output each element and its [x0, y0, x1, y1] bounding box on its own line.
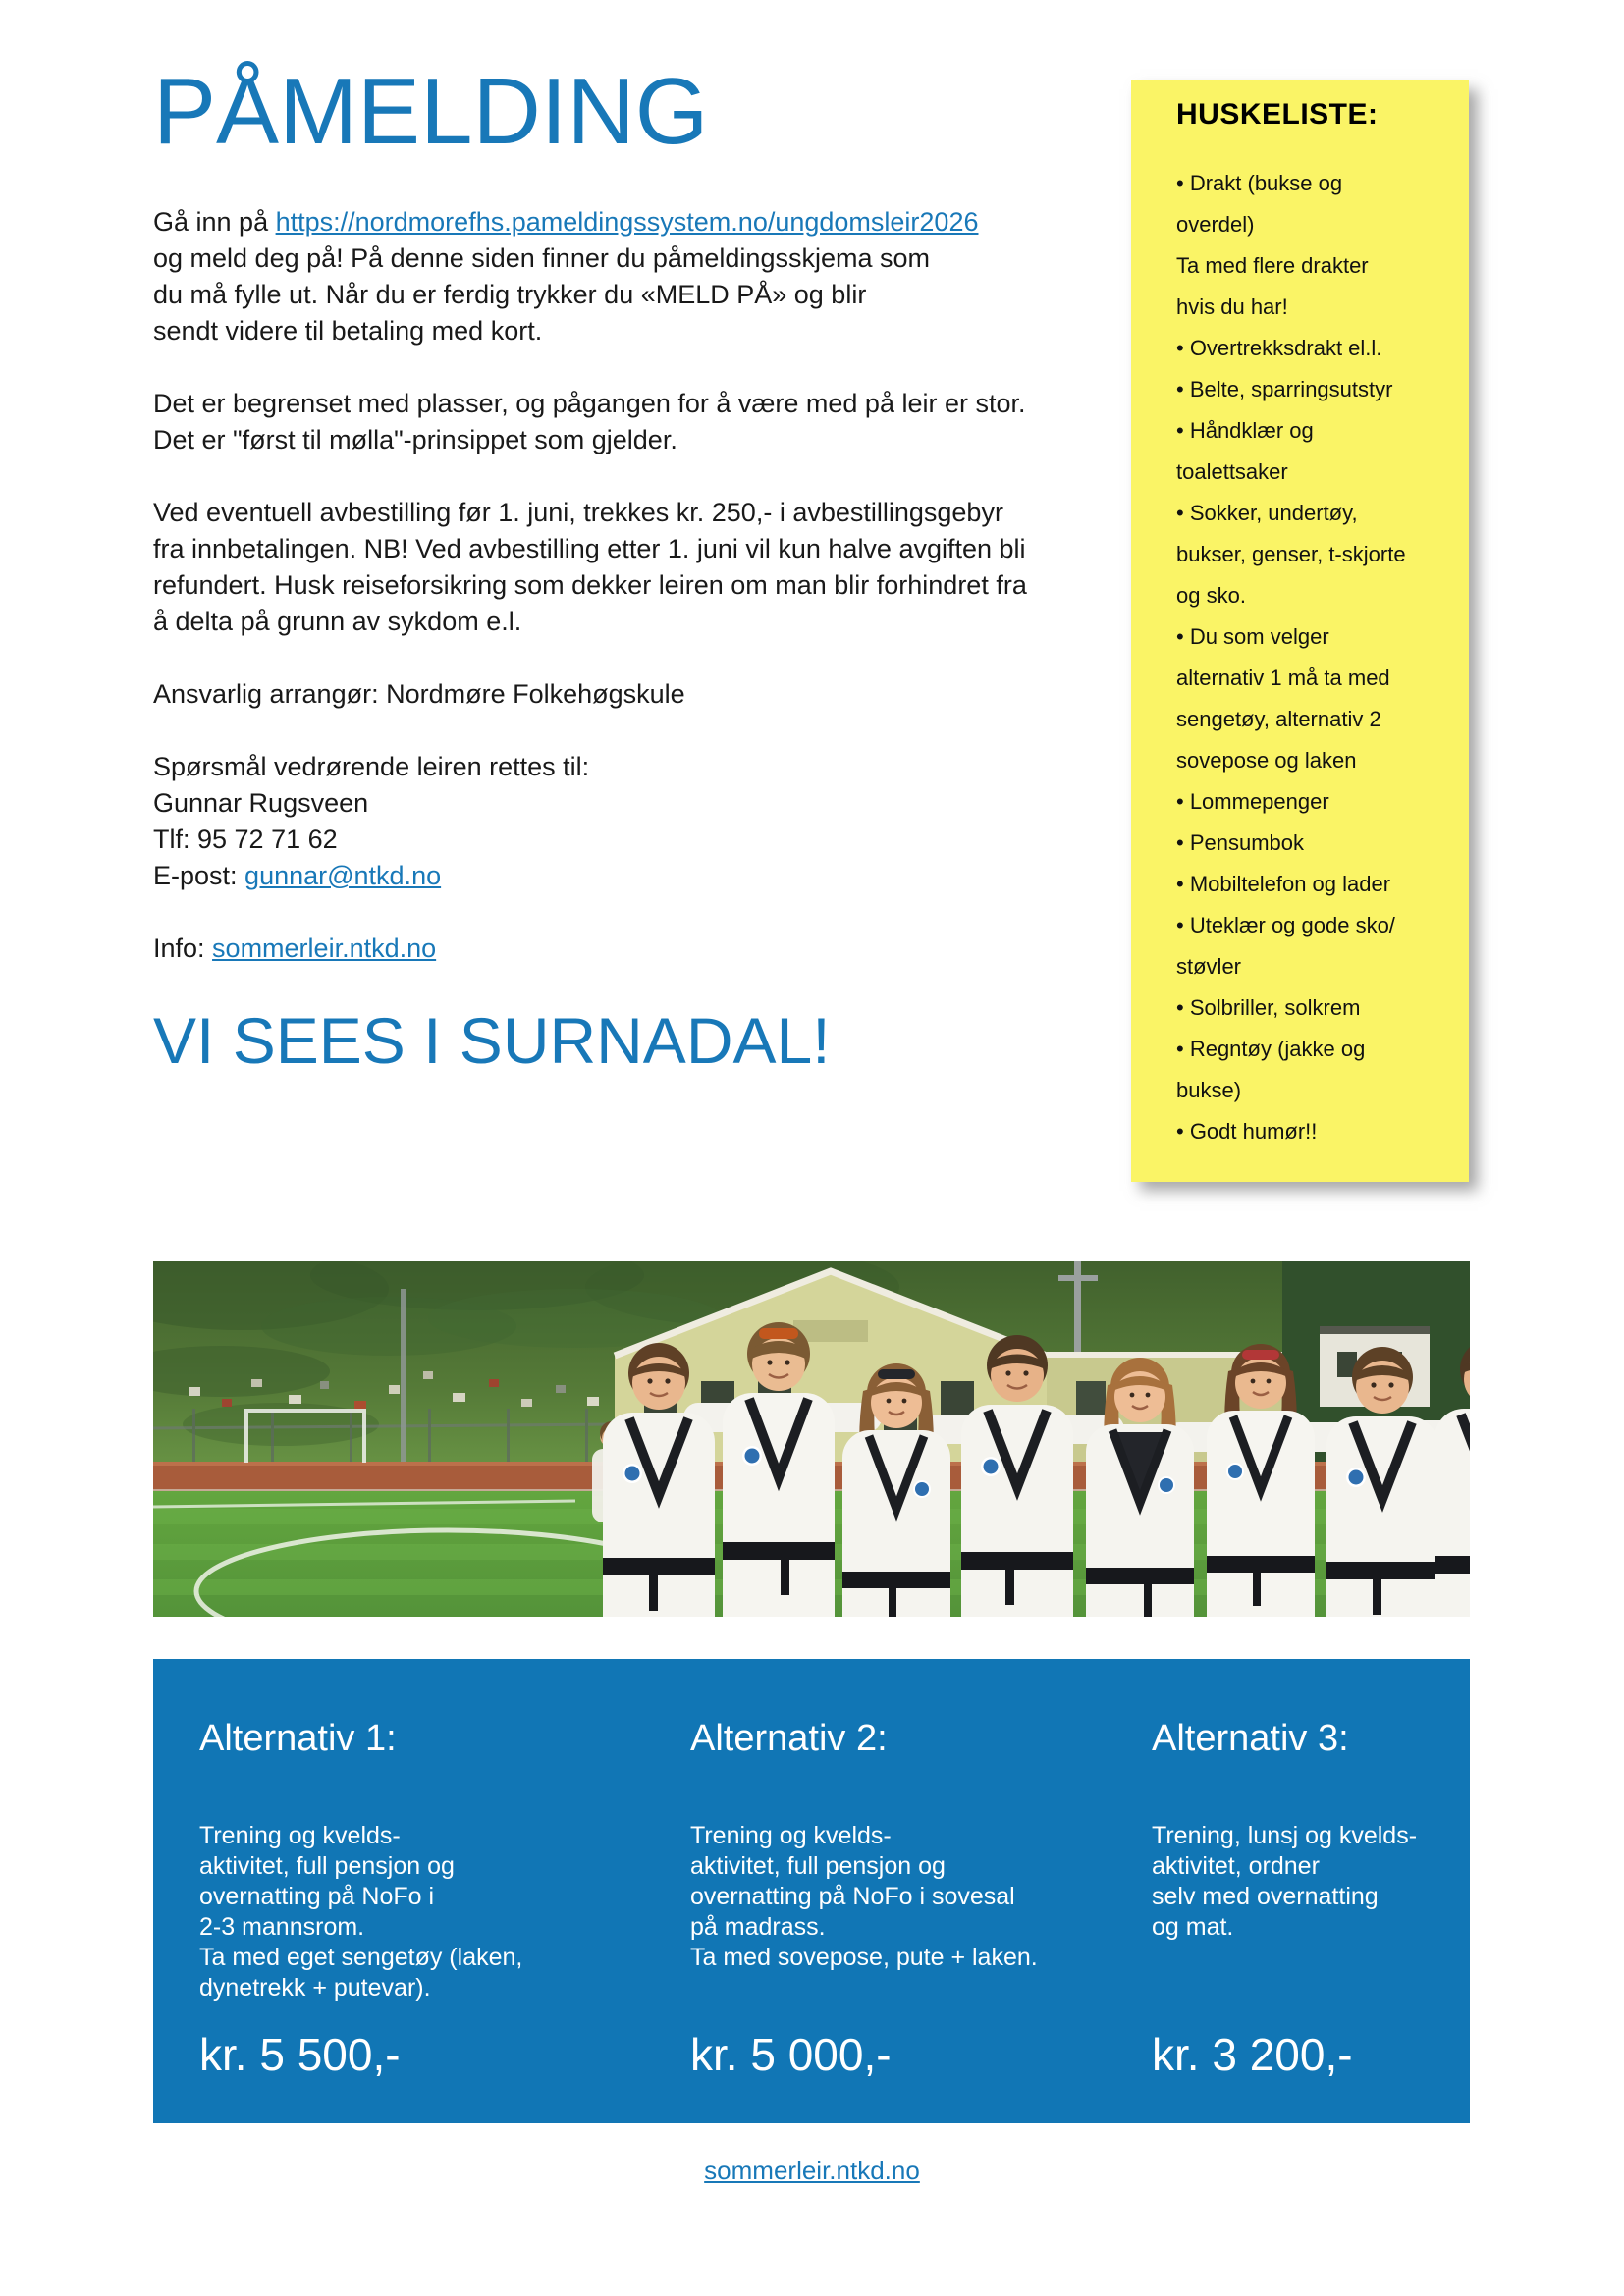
- huskeliste-line: alternativ 1 må ta med: [1176, 666, 1390, 690]
- alternatives-panel: [153, 1659, 1470, 2123]
- alternative-2-heading: Alternativ 2:: [690, 1718, 888, 1759]
- text-line: Trening og kvelds-: [690, 1822, 892, 1849]
- alternative-1-description: [199, 1821, 641, 2003]
- info-paragraph: [153, 931, 1037, 967]
- alternative-3-heading: Alternativ 3:: [1152, 1718, 1349, 1759]
- huskeliste-line: • Overtrekksdrakt el.l.: [1176, 336, 1382, 360]
- contact-heading: Spørsmål vedrørende leiren rettes til:: [153, 751, 590, 781]
- text-line: Ta med sovepose, pute + laken.: [690, 1944, 1038, 1971]
- text-line: aktivitet, full pensjon og: [199, 1852, 455, 1880]
- contact-paragraph: [153, 749, 1037, 894]
- alternative-2-price: kr. 5 000,-: [690, 2029, 892, 2080]
- alternative-3: [1152, 1718, 1456, 2091]
- huskeliste-line: • Mobiltelefon og lader: [1176, 872, 1391, 896]
- huskeliste-line: • Pensumbok: [1176, 830, 1304, 855]
- huskeliste-line: bukse): [1176, 1078, 1242, 1102]
- huskeliste-line: • Regntøy (jakke og: [1176, 1037, 1366, 1061]
- page-footer: [0, 2156, 1624, 2186]
- contact-email-line: [153, 858, 1037, 894]
- huskeliste-line: • Godt humør!!: [1176, 1119, 1318, 1144]
- huskeliste-line: overdel): [1176, 212, 1255, 237]
- huskeliste-line: • Drakt (bukse og: [1176, 171, 1343, 195]
- contact-phone: Tlf: 95 72 71 62: [153, 824, 338, 854]
- info-prefix: Info:: [153, 933, 213, 963]
- text-line: overnatting på NoFo i sovesal: [690, 1883, 1015, 1910]
- huskeliste-line: Ta med flere drakter: [1176, 253, 1369, 278]
- text-line: dynetrekk + putevar).: [199, 1974, 431, 2002]
- text-line: på madrass.: [690, 1913, 826, 1941]
- text-line: Trening og kvelds-: [199, 1822, 401, 1849]
- huskeliste-list: [1176, 163, 1447, 1152]
- organizer-line: Ansvarlig arrangør: Nordmøre Folkehøgskule: [153, 678, 685, 709]
- huskeliste-line: støvler: [1176, 954, 1241, 979]
- huskeliste-line: sovepose og laken: [1176, 748, 1357, 773]
- main-column: [153, 59, 1037, 1078]
- text-line: selv med overnatting: [1152, 1883, 1379, 1910]
- capacity-paragraph: [153, 386, 1037, 458]
- contact-name: Gunnar Rugsveen: [153, 787, 369, 818]
- huskeliste-line: sengetøy, alternativ 2: [1176, 707, 1381, 731]
- info-link[interactable]: sommerleir.ntkd.no: [212, 933, 437, 963]
- alternative-3-price: kr. 3 200,-: [1152, 2029, 1353, 2080]
- footer-link[interactable]: sommerleir.ntkd.no: [704, 2156, 920, 2185]
- closing-heading: VI SEES I SURNADAL!: [153, 1003, 831, 1077]
- text-line: Ved eventuell avbestilling før 1. juni, trekkes kr. 250,- i avbestillingsgebyr: [153, 497, 1003, 527]
- huskeliste-line: • Lommepenger: [1176, 789, 1329, 814]
- alternative-2: [690, 1718, 1132, 2091]
- camp-photo: [153, 1261, 1470, 1617]
- intro-line: du må fylle ut. Når du er ferdig trykker du «MELD PÅ» og blir: [153, 279, 867, 309]
- alternative-1-price: kr. 5 500,-: [199, 2029, 401, 2080]
- alternative-3-description: [1152, 1821, 1456, 1943]
- text-line: 2-3 mannsrom.: [199, 1913, 365, 1941]
- alternative-1: [199, 1718, 641, 2091]
- registration-link[interactable]: https://nordmorefhs.pameldingssystem.no/ungdomsleir2026: [275, 206, 979, 237]
- page-title: PÅMELDING: [153, 59, 709, 164]
- text-line: aktivitet, full pensjon og: [690, 1852, 946, 1880]
- text-line: og mat.: [1152, 1913, 1234, 1941]
- text-line: Det er begrenset med plasser, og pågangen for å være med på leir er stor.: [153, 388, 1026, 418]
- intro-paragraph: [153, 204, 1037, 349]
- huskeliste-line: • Du som velger: [1176, 624, 1329, 649]
- text-line: aktivitet, ordner: [1152, 1852, 1320, 1880]
- text-line: Trening, lunsj og kvelds-: [1152, 1822, 1418, 1849]
- email-prefix: E-post:: [153, 860, 245, 890]
- floodlight-pole-left: [401, 1289, 406, 1464]
- text-line: fra innbetalingen. NB! Ved avbestilling etter 1. juni vil kun halve avgiften bli: [153, 533, 1026, 563]
- huskeliste-line: bukser, genser, t-skjorte: [1176, 542, 1406, 566]
- huskeliste-line: hvis du har!: [1176, 294, 1288, 319]
- intro-prefix: Gå inn på: [153, 206, 276, 237]
- huskeliste-line: • Uteklær og gode sko/: [1176, 913, 1395, 937]
- intro-line: sendt videre til betaling med kort.: [153, 315, 543, 346]
- huskeliste-line: • Håndklær og: [1176, 418, 1314, 443]
- text-line: refundert. Husk reiseforsikring som dekker leiren om man blir forhindret fra: [153, 569, 1027, 600]
- info-line: [153, 931, 1037, 967]
- huskeliste-line: og sko.: [1176, 583, 1246, 608]
- huskeliste-line: • Belte, sparringsutstyr: [1176, 377, 1393, 401]
- alternative-1-heading: Alternativ 1:: [199, 1718, 397, 1759]
- huskeliste-panel: [1131, 80, 1469, 1182]
- alternative-2-description: [690, 1821, 1132, 1973]
- email-link[interactable]: gunnar@ntkd.no: [244, 860, 442, 890]
- text-line: å delta på grunn av sykdom e.l.: [153, 606, 522, 636]
- cancellation-paragraph: [153, 495, 1037, 640]
- huskeliste-line: • Solbriller, solkrem: [1176, 995, 1361, 1020]
- text-line: overnatting på NoFo i: [199, 1883, 435, 1910]
- text-line: Ta med eget sengetøy (laken,: [199, 1944, 523, 1971]
- huskeliste-line: • Sokker, undertøy,: [1176, 501, 1358, 525]
- intro-line-with-link: [153, 204, 1037, 240]
- huskeliste-title: HUSKELISTE:: [1176, 98, 1379, 131]
- intro-line: og meld deg på! På denne siden finner du påmeldingsskjema som: [153, 242, 930, 273]
- organizer-paragraph: [153, 676, 1037, 713]
- text-line: Det er "først til mølla"-prinsippet som gjelder.: [153, 424, 677, 454]
- huskeliste-line: toalettsaker: [1176, 459, 1288, 484]
- camp-photo-illustration: [153, 1261, 1470, 1617]
